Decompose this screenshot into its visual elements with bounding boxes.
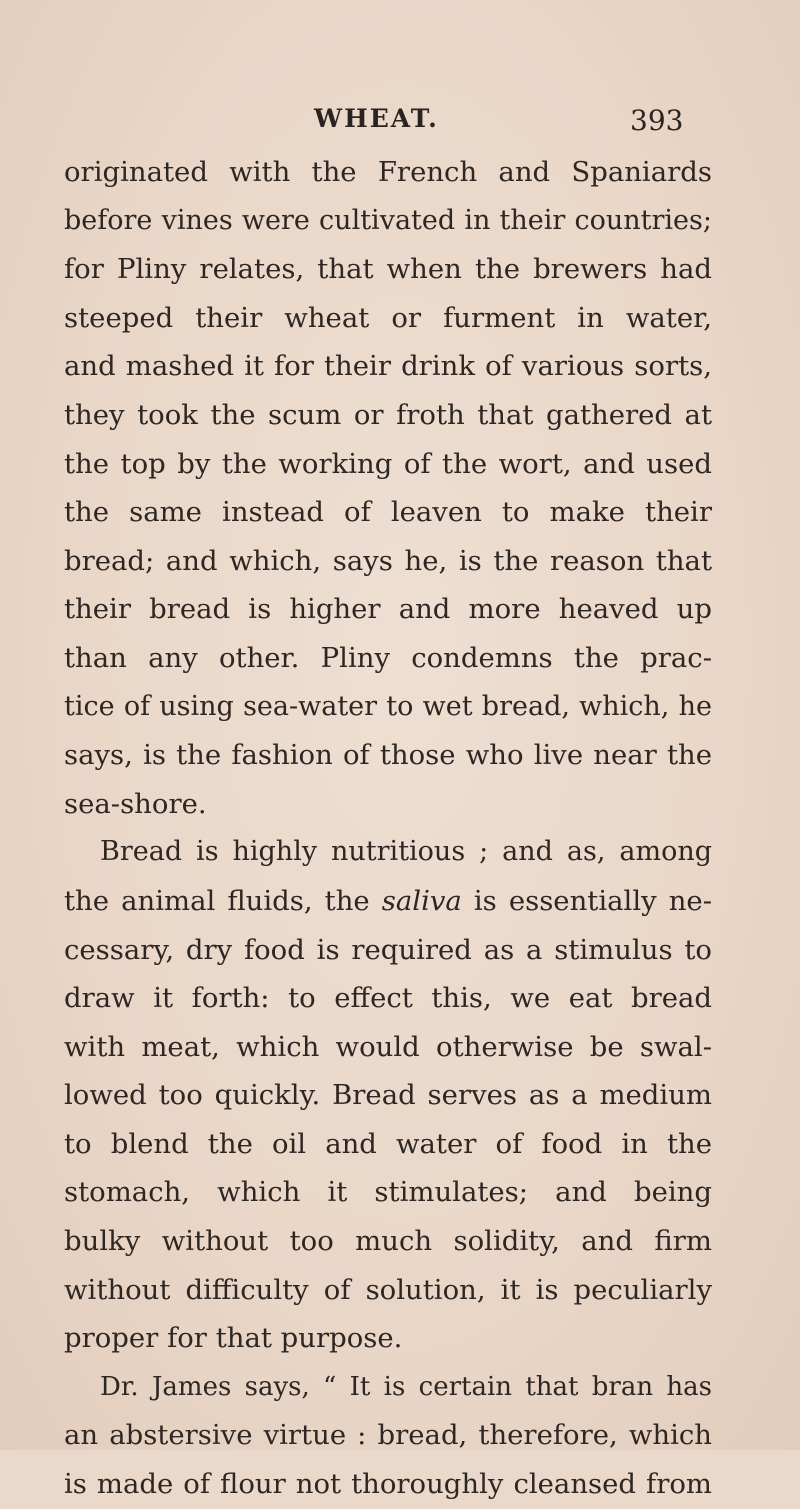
text-line: the same instead of leaven to make their [64, 496, 712, 529]
text-line: bread; and which, says he, is the reason that [64, 544, 712, 577]
body-text [64, 148, 712, 1509]
text-line: without difficulty of solution, it is peculiarly [64, 1273, 712, 1306]
text-line: cessary, dry food is required as a stimulus to [64, 933, 712, 966]
paragraph-start-line: Bread is highly nutritious ; and as, among [100, 836, 712, 868]
text-line: the top by the working of the wort, and used [64, 447, 712, 480]
italic-word: saliva [381, 884, 462, 917]
text-line: says, is the fashion of those who live near the [64, 739, 712, 772]
text-line: is made of flour not thoroughly cleansed from [64, 1468, 712, 1501]
running-title: WHEAT. [314, 104, 439, 133]
text-line: they took the scum or froth that gathered at [64, 398, 712, 431]
page-number: 393 [630, 104, 684, 137]
text-line: and mashed it for their drink of various sorts, [64, 350, 712, 383]
text-line: bulky without too much solidity, and firm [64, 1225, 712, 1258]
text-line: stomach, which it stimulates; and being [64, 1176, 712, 1209]
text-line: lowed too quickly. Bread serves as a medium [64, 1079, 712, 1112]
text-line: an abstersive virtue : bread, therefore, which [64, 1419, 712, 1452]
text-line: originated with the French and Spaniards [64, 156, 712, 188]
text-line: with meat, which would otherwise be swal- [64, 1030, 712, 1063]
running-head [0, 104, 800, 144]
text-line: sea-shore. [64, 787, 207, 820]
text-line: than any other. Pliny condemns the prac- [64, 641, 712, 674]
text-line: before vines were cultivated in their countries; [64, 204, 712, 236]
text-line: for Pliny relates, that when the brewers had [64, 253, 712, 286]
text-line: their bread is higher and more heaved up [64, 593, 712, 626]
text-line: tice of using sea-water to wet bread, which, he [64, 690, 712, 722]
text-line: to blend the oil and water of food in the [64, 1127, 712, 1160]
text-line: draw it forth: to effect this, we eat bread [64, 982, 712, 1015]
paragraph-start-line: Dr. James says, “ It is certain that bran has [100, 1371, 712, 1402]
text-line: proper for that purpose. [64, 1322, 403, 1355]
text-line: steeped their wheat or furment in water, [64, 301, 712, 334]
text-line: the animal fluids, the saliva is essentially ne- [64, 884, 712, 917]
